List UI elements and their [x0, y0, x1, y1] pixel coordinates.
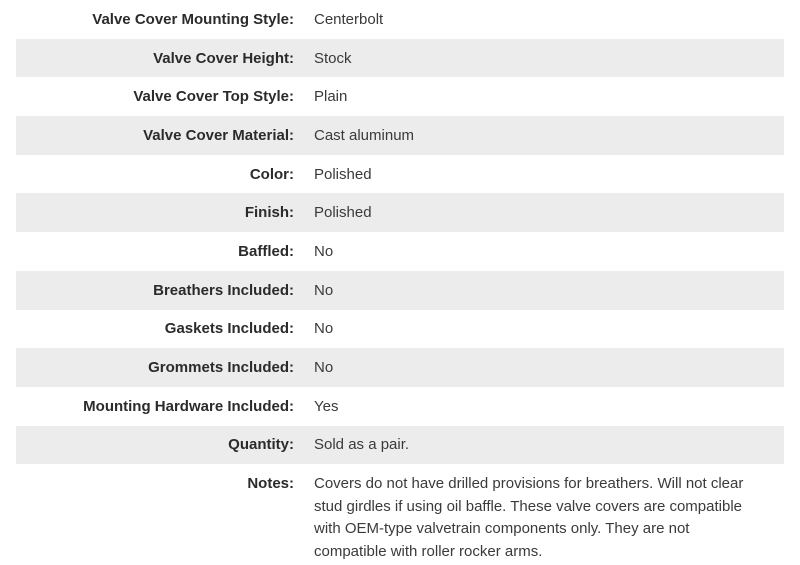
spec-label: Color: [249, 165, 294, 183]
spec-value: Polished [314, 204, 372, 222]
spec-row-notes [16, 464, 784, 563]
spec-label: Valve Cover Material: [143, 126, 294, 144]
specifications-table [16, 0, 784, 563]
spec-value: No [314, 242, 334, 260]
spec-value: Cast aluminum [314, 126, 415, 144]
spec-row-baffled [16, 232, 784, 271]
spec-value: Stock [314, 49, 352, 67]
spec-row-breathers [16, 271, 784, 310]
spec-value: Sold as a pair. [314, 436, 410, 454]
spec-row-finish [16, 193, 784, 232]
spec-label: Valve Cover Top Style: [133, 88, 294, 106]
spec-row-quantity [16, 426, 784, 465]
spec-row-top-style [16, 77, 784, 116]
spec-row-grommets [16, 348, 784, 387]
spec-label: Finish: [244, 204, 294, 222]
spec-label: Valve Cover Height: [153, 49, 294, 67]
spec-row-color [16, 155, 784, 194]
spec-row-material [16, 116, 784, 155]
spec-label: Gaskets Included: [164, 320, 294, 338]
spec-label: Breathers Included: [153, 281, 294, 299]
spec-label: Quantity: [228, 436, 294, 454]
spec-label: Baffled: [238, 242, 294, 260]
spec-label: Notes: [247, 475, 294, 493]
spec-value: Yes [314, 397, 339, 415]
spec-label: Mounting Hardware Included: [83, 397, 294, 415]
spec-row-mounting-style [16, 0, 784, 39]
spec-value: Covers do not have drilled provisions for breathers. Will not clear stud girdles if using oil baffle. These valve covers are compatible with OEM-type valvetrain components only. They are not compatible with roller rocker arms. [314, 475, 744, 560]
spec-value: No [314, 320, 334, 338]
spec-row-gaskets [16, 310, 784, 349]
spec-label: Valve Cover Mounting Style: [92, 10, 294, 28]
spec-label: Grommets Included: [148, 359, 294, 377]
spec-value: Plain [314, 88, 348, 106]
spec-value: No [314, 359, 334, 377]
spec-row-hardware [16, 387, 784, 426]
spec-value: Polished [314, 165, 372, 183]
spec-value: No [314, 281, 334, 299]
spec-value: Centerbolt [314, 10, 384, 28]
spec-row-height [16, 39, 784, 78]
